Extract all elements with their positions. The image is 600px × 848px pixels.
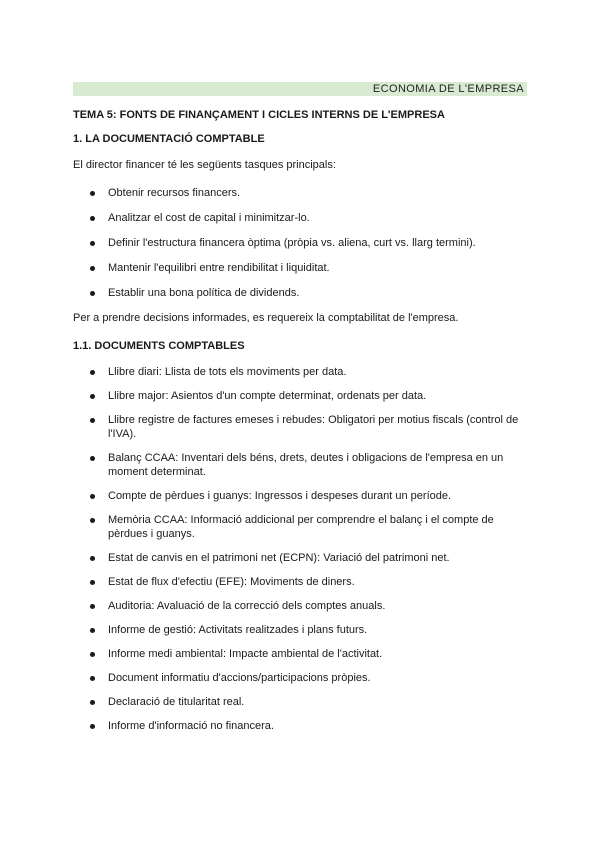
bullet-icon [90, 241, 95, 246]
bullet-icon [90, 494, 95, 499]
section-1-list [73, 186, 533, 300]
list-item [73, 389, 533, 403]
list-item-text: Balanç CCAA: Inventari dels béns, drets, deutes i obligacions de l'empresa en un moment determinat. [108, 452, 504, 478]
bullet-icon [90, 628, 95, 633]
list-item [73, 513, 533, 541]
list-item [73, 599, 533, 613]
document-content [73, 108, 533, 743]
list-item [73, 671, 533, 685]
section-1-1-list [73, 365, 533, 733]
list-item [73, 365, 533, 379]
section-1-title: 1. LA DOCUMENTACIÓ COMPTABLE [73, 133, 265, 145]
bullet-icon [90, 518, 95, 523]
bullet-icon [90, 456, 95, 461]
list-item [73, 236, 533, 250]
bullet-icon [90, 652, 95, 657]
list-item [73, 489, 533, 503]
list-item [73, 623, 533, 637]
list-item-text: Mantenir l'equilibri entre rendibilitat i liquiditat. [108, 262, 330, 274]
list-item-text: Llibre major: Asientos d'un compte determinat, ordenats per data. [108, 390, 427, 402]
list-item-text: Analitzar el cost de capital i minimitzar-lo. [108, 212, 310, 224]
list-item-text: Compte de pèrdues i guanys: Ingressos i despeses durant un període. [108, 490, 452, 502]
bullet-icon [90, 580, 95, 585]
list-item-text: Llibre diari: Llista de tots els moviments per data. [108, 366, 347, 378]
bullet-icon [90, 191, 95, 196]
list-item [73, 719, 533, 733]
list-item-text: Establir una bona política de dividends. [108, 287, 300, 299]
list-item [73, 451, 533, 479]
list-item [73, 647, 533, 661]
list-item-text: Informe d'informació no financera. [108, 720, 274, 732]
list-item [73, 211, 533, 225]
list-item-text: Memòria CCAA: Informació addicional per comprendre el balanç i el compte de pèrdues i guanys. [108, 514, 494, 540]
list-item [73, 286, 533, 300]
list-item-text: Informe medi ambiental: Impacte ambiental de l'activitat. [108, 648, 383, 660]
list-item [73, 575, 533, 589]
list-item [73, 261, 533, 275]
list-item [73, 695, 533, 709]
bullet-icon [90, 700, 95, 705]
list-item-text: Estat de canvis en el patrimoni net (ECPN): Variació del patrimoni net. [108, 552, 450, 564]
list-item [73, 186, 533, 200]
list-item-text: Estat de flux d'efectiu (EFE): Moviments de diners. [108, 576, 355, 588]
bullet-icon [90, 216, 95, 221]
list-item-text: Definir l'estructura financera òptima (pròpia vs. aliena, curt vs. llarg termini). [108, 237, 476, 249]
bullet-icon [90, 370, 95, 375]
bullet-icon [90, 394, 95, 399]
bullet-icon [90, 266, 95, 271]
header-subject: ECONOMIA DE L'EMPRESA [372, 83, 524, 95]
list-item-text: Informe de gestió: Activitats realitzades i plans futurs. [108, 624, 368, 636]
list-item-text: Auditoria: Avaluació de la correcció dels comptes anuals. [108, 600, 386, 612]
bullet-icon [90, 291, 95, 296]
bullet-icon [90, 604, 95, 609]
bullet-icon [90, 418, 95, 423]
list-item-text: Declaració de titularitat real. [108, 696, 245, 708]
section-1-closing: Per a prendre decisions informades, es requereix la comptabilitat de l'empresa. [73, 312, 459, 324]
list-item-text: Obtenir recursos financers. [108, 187, 241, 199]
list-item-text: Document informatiu d'accions/participacions pròpies. [108, 672, 371, 684]
section-1-1-title: 1.1. DOCUMENTS COMPTABLES [73, 340, 245, 352]
topic-title: TEMA 5: FONTS DE FINANÇAMENT I CICLES INTERNS DE L'EMPRESA [73, 109, 445, 121]
bullet-icon [90, 724, 95, 729]
bullet-icon [90, 556, 95, 561]
section-1-intro: El director financer té les següents tasques principals: [73, 159, 336, 171]
list-item-text: Llibre registre de factures emeses i rebudes: Obligatori per motius fiscals (control de l'IVA). [108, 414, 519, 440]
list-item [73, 413, 533, 441]
list-item [73, 551, 533, 565]
bullet-icon [90, 676, 95, 681]
